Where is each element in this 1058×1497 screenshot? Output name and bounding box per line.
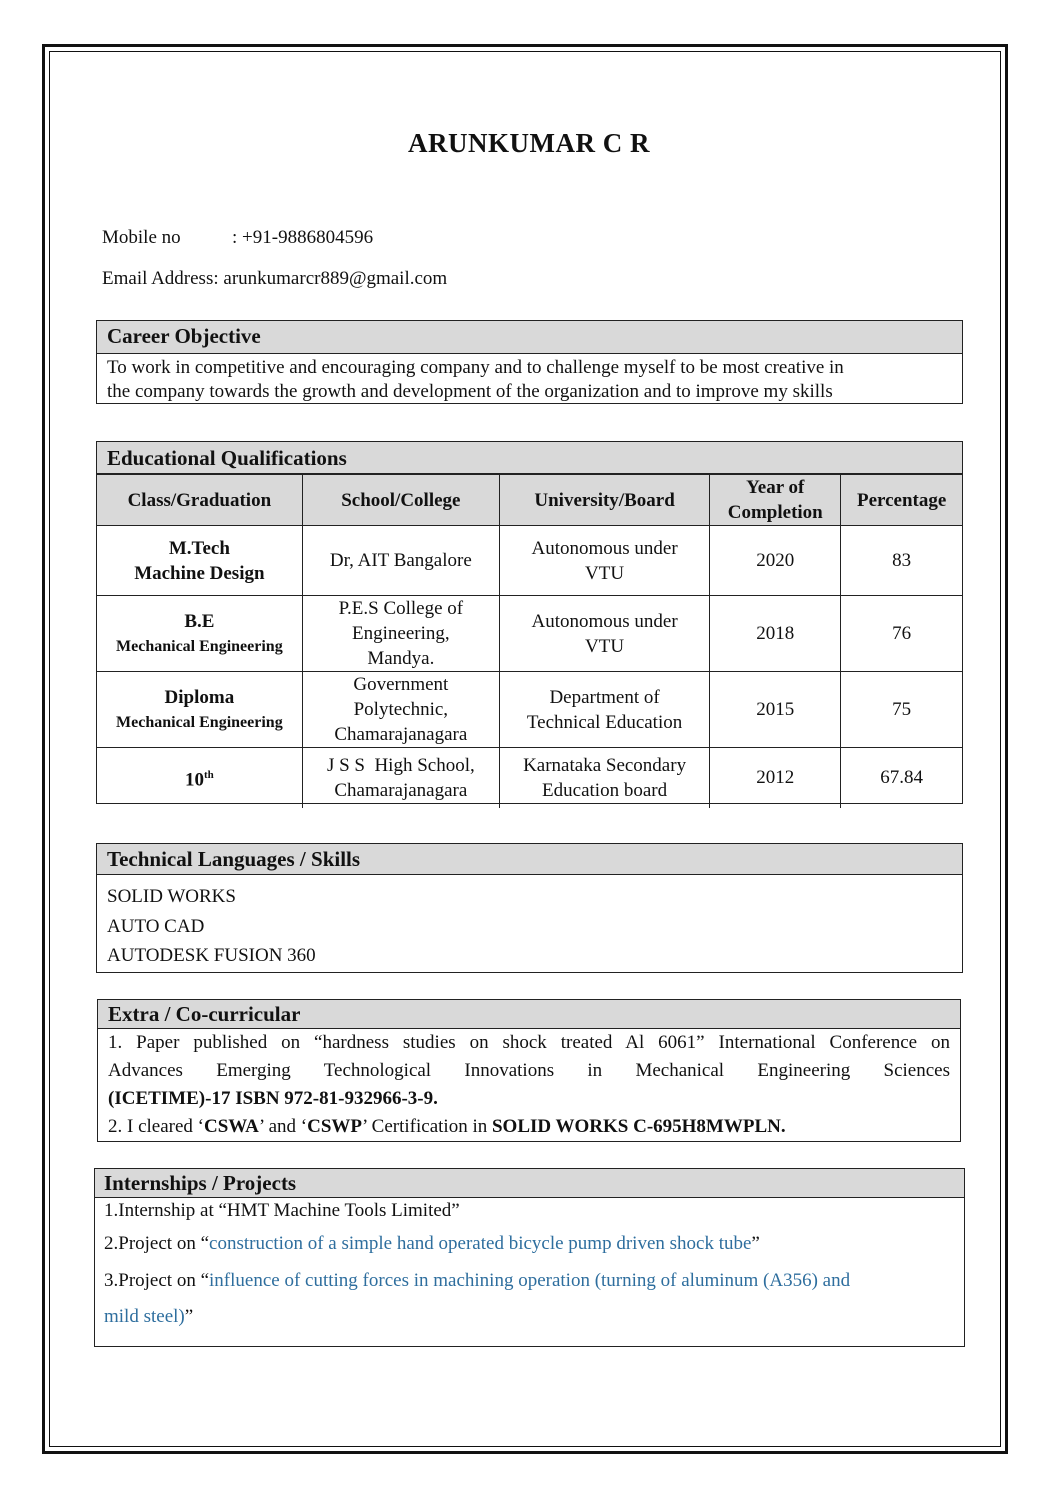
project-item-continued: mild steel)”: [104, 1306, 194, 1327]
table-row: [97, 672, 962, 748]
email-label: Email Address:: [102, 268, 219, 289]
extra-line: Advances Emerging Technological Innovations in Mechanical Engineering Sciences: [108, 1060, 950, 1081]
cell-year: 2018: [710, 596, 841, 672]
mobile-line: [102, 227, 373, 249]
mobile-label: Mobile no: [102, 227, 181, 248]
email-value: arunkumarcr889@gmail.com: [223, 268, 448, 289]
table-row: [97, 526, 962, 596]
cell-class: B.E Mechanical Engineering: [97, 596, 302, 672]
education-section: [96, 441, 963, 804]
skill-item: SOLID WORKS: [107, 886, 236, 907]
header-class: Class/Graduation: [97, 475, 302, 526]
header-percentage: Percentage: [841, 475, 962, 526]
education-title: Educational Qualifications: [97, 442, 962, 474]
cell-year: 2020: [710, 526, 841, 596]
cell-school: Government Polytechnic, Chamarajanagara: [302, 672, 499, 748]
mobile-value: : +91-9886804596: [232, 227, 374, 248]
cell-class: M.Tech Machine Design: [97, 526, 302, 596]
cell-class: 10th: [97, 748, 302, 808]
header-school: School/College: [302, 475, 499, 526]
skill-item: AUTODESK FUSION 360: [107, 945, 316, 966]
header-university: University/Board: [499, 475, 709, 526]
extra-curricular-text: [98, 1029, 960, 1141]
cell-university: Karnataka Secondary Education board: [499, 748, 709, 808]
extra-curricular-section: [97, 999, 961, 1142]
career-objective-section: [96, 320, 963, 404]
cell-school: P.E.S College of Engineering, Mandya.: [302, 596, 499, 672]
skills-list: [97, 875, 962, 971]
skills-section: [96, 843, 963, 973]
internships-section: [94, 1168, 965, 1347]
table-header-row: [97, 475, 962, 526]
extra-line: 2. I cleared ‘CSWA’ and ‘CSWP’ Certification in SOLID WORKS C-695H8MWPLN.: [108, 1116, 786, 1137]
internship-item: 1.Internship at “HMT Machine Tools Limited”: [104, 1200, 460, 1221]
project-item: 2.Project on “construction of a simple hand operated bicycle pump driven shock tube”: [104, 1233, 760, 1254]
cell-class: Diploma Mechanical Engineering: [97, 672, 302, 748]
internships-title: Internships / Projects: [95, 1169, 964, 1198]
table-row: [97, 596, 962, 672]
extra-line: 1. Paper published on “hardness studies on shock treated Al 6061” International Conference on: [108, 1032, 950, 1053]
cell-percentage: 83: [841, 526, 962, 596]
project-item: 3.Project on “influence of cutting forces in machining operation (turning of aluminum (A356) and: [104, 1270, 851, 1291]
cell-school: Dr, AIT Bangalore: [302, 526, 499, 596]
table-row: [97, 748, 962, 808]
header-year: Year of Completion: [710, 475, 841, 526]
cell-percentage: 76: [841, 596, 962, 672]
skill-item: AUTO CAD: [107, 915, 205, 937]
extra-curricular-title: Extra / Co-curricular: [98, 1000, 960, 1029]
email-line: [102, 268, 447, 290]
career-objective-text: [97, 354, 962, 404]
cell-school: J S S High School, Chamarajanagara: [302, 748, 499, 808]
career-objective-line: To work in competitive and encouraging company and to challenge myself to be most creative in: [107, 357, 844, 378]
cell-university: Autonomous under VTU: [499, 526, 709, 596]
cell-year: 2012: [710, 748, 841, 808]
candidate-name: ARUNKUMAR C R: [408, 128, 650, 158]
cell-year: 2015: [710, 672, 841, 748]
cell-percentage: 75: [841, 672, 962, 748]
cell-university: Department of Technical Education: [499, 672, 709, 748]
career-objective-line: the company towards the growth and development of the organization and to improve my skills: [107, 381, 833, 402]
cell-percentage: 67.84: [841, 748, 962, 808]
education-table: [97, 474, 962, 808]
skills-title: Technical Languages / Skills: [97, 844, 962, 875]
extra-line: (ICETIME)-17 ISBN 972-81-932966-3-9.: [108, 1088, 438, 1109]
internships-list: [95, 1196, 964, 1335]
cell-university: Autonomous under VTU: [499, 596, 709, 672]
career-objective-title: Career Objective: [97, 321, 962, 354]
